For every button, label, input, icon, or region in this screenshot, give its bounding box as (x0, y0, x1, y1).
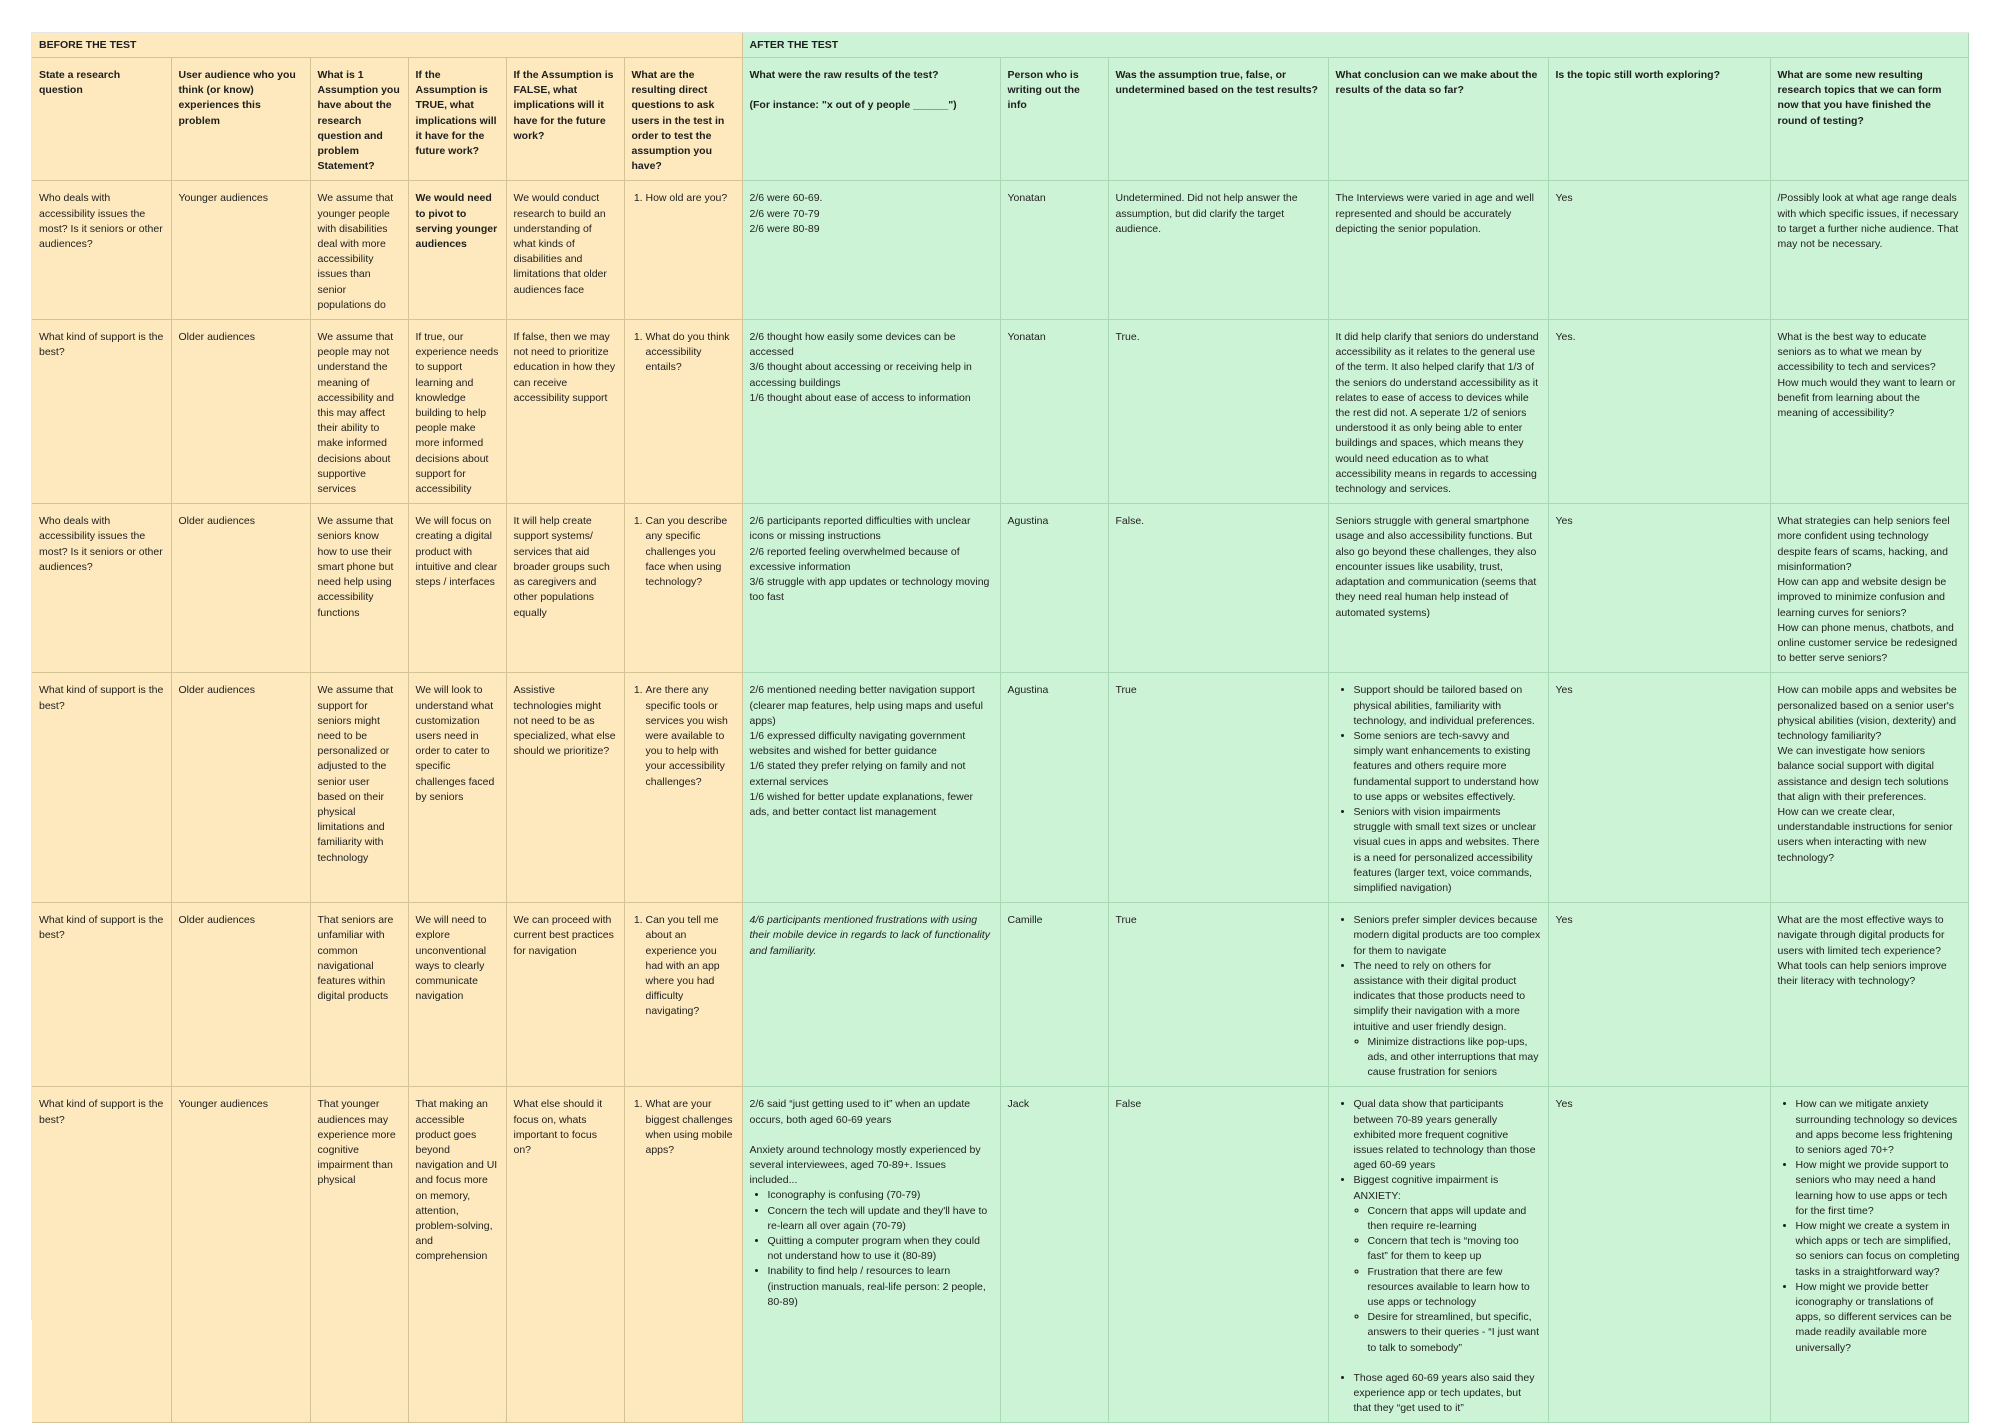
if-true-cell: We will focus on creating a digital product with intuitive and clear steps / interfaces (408, 504, 506, 673)
list-item: • How might we provide better iconography or translations of apps, so different services can be made readily available more universally? (1796, 1280, 1961, 1356)
topic-line: How can phone menus, chatbots, and online customer service be redesigned to better serve seniors? (1777, 621, 1958, 665)
new-topics-cell (1770, 1087, 1968, 1423)
test-question-cell (624, 903, 742, 1087)
table-row (32, 673, 1968, 903)
list-item: • How might we provide support to seniors who may need a hand learning how to use apps or tech for the first time? (1796, 1158, 1961, 1219)
topic-line: What strategies can help seniors feel more confident using technology despite fears of scams, hacking, and misinformation? (1777, 515, 1950, 573)
audience-cell: Older audiences (171, 903, 310, 1087)
worth-exploring-cell: Yes (1548, 504, 1770, 673)
test-question-cell (624, 504, 742, 673)
new-topics-cell (1770, 903, 1968, 1087)
topic-line: How can app and website design be improved to minimize confusion and learning curves for seniors? (1777, 576, 1947, 619)
raw-results-cell (742, 673, 1000, 903)
header-raw-results-title: What were the raw results of the test? (749, 69, 939, 81)
table-row (32, 320, 1968, 504)
list-item: 1. Can you describe any specific challenges you face when using technology? (646, 514, 735, 590)
header-research-question: State a research question (32, 58, 171, 181)
worth-exploring-cell: Yes. (1548, 320, 1770, 504)
list-item: 1. What do you think accessibility entails? (646, 330, 735, 376)
if-true-cell: We will need to explore unconventional ways to clearly communicate navigation (408, 903, 506, 1087)
header-conclusion: What conclusion can we make about the results of the data so far? (1328, 58, 1548, 181)
after-section-label: AFTER THE TEST (742, 33, 1968, 58)
assumption-cell: We assume that people may not understand the meaning of accessibility and this may affect their ability to make informed decisions about supportive services (310, 320, 408, 504)
list-item: 1. Are there any specific tools or services you wish were available to you to help with your accessibility challenges? (646, 683, 735, 789)
raw-line: Anxiety around technology mostly experienced by several interviewees, aged 70-89+. Issues included... (749, 1143, 981, 1187)
header-new-topics: What are some new resulting research topics that we can form now that you have finished the round of testing? (1770, 58, 1968, 181)
research-question-cell: Who deals with accessibility issues the most? Is it seniors or other audiences? (32, 181, 171, 320)
list-item: • Those aged 60-69 years also said they experience app or tech updates, but that they “get used to it” (1354, 1371, 1541, 1417)
person-cell: Yonatan (1000, 320, 1108, 504)
list-item (1354, 1173, 1541, 1355)
list-item: ◦ Concern that apps will update and then require re-learning (1368, 1204, 1541, 1234)
audience-cell: Older audiences (171, 320, 310, 504)
column-header-row (32, 58, 1968, 181)
research-question-cell: Who deals with accessibility issues the most? Is it seniors or other audiences? (32, 504, 171, 673)
verdict-cell: True (1108, 903, 1328, 1087)
if-true-cell: We would need to pivot to serving younger audiences (408, 181, 506, 320)
worth-exploring-cell: Yes (1548, 1087, 1770, 1423)
raw-results-cell (742, 320, 1000, 504)
header-if-true: If the Assumption is TRUE, what implications will it have for the future work? (408, 58, 506, 181)
worth-exploring-cell: Yes (1548, 673, 1770, 903)
assumption-cell: We assume that seniors know how to use their smart phone but need help using accessibility functions (310, 504, 408, 673)
test-question-cell (624, 320, 742, 504)
if-true-cell: If true, our experience needs to support learning and knowledge building to help people make more informed decisions about support for accessibility (408, 320, 506, 504)
list-item: • Qual data show that participants between 70-89 years generally exhibited more frequent cognitive issues related to technology than those aged 60-69 years (1354, 1097, 1541, 1173)
research-question-cell: What kind of support is the best? (32, 1087, 171, 1423)
test-question-cell (624, 1087, 742, 1423)
list-item: 1. Can you tell me about an experience you had with an app where you had difficulty navigating? (646, 913, 735, 1019)
assumption-cell: That younger audiences may experience more cognitive impairment than physical (310, 1087, 408, 1423)
new-topics-cell (1770, 504, 1968, 673)
if-false-cell: We can proceed with current best practices for navigation (506, 903, 624, 1087)
list-item: • Some seniors are tech-savvy and simply want enhancements to existing features and others require more fundamental support to understand how to use apps or websites effectively. (1354, 729, 1541, 805)
header-worth-exploring: Is the topic still worth exploring? (1548, 58, 1770, 181)
raw-results-cell: 4/6 participants mentioned frustrations with using their mobile device in regards to lack of functionality and familiarity. (742, 903, 1000, 1087)
section-header-row (32, 33, 1968, 58)
topic-line: How can we create clear, understandable instructions for senior users when interacting with new technology? (1777, 805, 1953, 864)
table-row (32, 1087, 1968, 1423)
raw-line: 3/6 struggle with app updates or technology moving too fast (749, 576, 990, 604)
list-item: • Quitting a computer program when they could not understand how to use it (80-89) (768, 1234, 993, 1264)
conclusion-cell (1328, 903, 1548, 1087)
assumption-cell: We assume that support for seniors might need to be personalized or adjusted to the senior user based on their physical limitations and familiarity with technology (310, 673, 408, 903)
raw-line: 1/6 expressed difficulty navigating government websites and wished for better guidance (749, 729, 966, 758)
new-topics-cell (1770, 673, 1968, 903)
conclusion-cell: It did help clarify that seniors do understand accessibility as it relates to the general use of the term. It also helped clarify that 1/3 of the seniors do understand accessibility as it relates to ease of access to devices while the rest did not. A seperate 1/2 of seniors understood it as only being able to enter buildings and spaces, which means they would need education as to what accessibility means in regards to accessing technology and services. (1328, 320, 1548, 504)
header-verdict: Was the assumption true, false, or undetermined based on the test results? (1108, 58, 1328, 181)
raw-results-cell (742, 1087, 1000, 1423)
if-false-cell: If false, then we may not need to prioritize education in how they can receive accessibility support (506, 320, 624, 504)
conclusion-cell (1328, 1087, 1548, 1423)
raw-results-cell (742, 181, 1000, 320)
assumption-test-table (32, 33, 1969, 1423)
audience-cell: Older audiences (171, 504, 310, 673)
list-item: ◦ Concern that tech is “moving too fast” for them to keep up (1368, 1234, 1541, 1264)
raw-line: 2/6 said “just getting used to it” when an update occurs, both aged 60-69 years (749, 1098, 971, 1126)
header-person: Person who is writing out the info (1000, 58, 1108, 181)
new-topics-cell: /Possibly look at what age range deals with which specific issues, if necessary to target a further niche audience. That may not be necessary. (1770, 181, 1968, 320)
list-item: ◦ Desire for streamlined, but specific, answers to their queries - “I just want to talk to somebody” (1368, 1310, 1541, 1356)
list-item: • Inability to find help / resources to learn (instruction manuals, real-life person: 2 people, 80-89) (768, 1264, 993, 1310)
verdict-cell: True (1108, 673, 1328, 903)
raw-line: 2/6 participants reported difficulties with unclear icons or missing instructions (749, 515, 971, 543)
list-item: 1. What are your biggest challenges when using mobile apps? (646, 1097, 735, 1158)
research-board (32, 33, 1968, 1415)
table-row (32, 181, 1968, 320)
conclusion-cell (1328, 673, 1548, 903)
assumption-cell: That seniors are unfamiliar with common navigational features within digital products (310, 903, 408, 1087)
header-raw-results (742, 58, 1000, 181)
audience-cell: Younger audiences (171, 1087, 310, 1423)
raw-line: 1/6 stated they prefer relying on family and not external services (749, 760, 966, 788)
raw-line: 2/6 reported feeling overwhelmed because of excessive information (749, 545, 960, 573)
assumption-cell: We assume that younger people with disabilities deal with more accessibility issues than senior populations do (310, 181, 408, 320)
person-cell: Agustina (1000, 673, 1108, 903)
table-row (32, 504, 1968, 673)
research-question-cell: What kind of support is the best? (32, 673, 171, 903)
verdict-cell: False (1108, 1087, 1328, 1423)
research-question-cell: What kind of support is the best? (32, 320, 171, 504)
topic-line: We can investigate how seniors balance social support with digital assistance and design tech solutions that align with their preferences. (1777, 745, 1949, 803)
before-section-label: BEFORE THE TEST (32, 33, 742, 58)
worth-exploring-cell: Yes (1548, 181, 1770, 320)
topic-line: How can mobile apps and websites be personalized based on a senior user's physical abilities (vision, dexterity) and technology familiarity? (1777, 684, 1957, 742)
raw-line: 2/6 were 80-89 (749, 222, 820, 235)
topic-line: What are the most effective ways to navigate through digital products for users with limited tech experience? (1777, 914, 1945, 957)
test-question-cell (624, 673, 742, 903)
person-cell: Jack (1000, 1087, 1108, 1423)
header-if-false: If the Assumption is FALSE, what implications will it have for the future work? (506, 58, 624, 181)
if-false-cell: We would conduct research to build an understanding of what kinds of disabilities and limitations that older audiences face (506, 181, 624, 320)
list-item: • Seniors with vision impairments struggle with small text sizes or unclear visual cues in apps and websites. There is a need for personalized accessibility features (larger text, voice commands, simplified navigation) (1354, 805, 1541, 896)
raw-results-cell (742, 504, 1000, 673)
person-cell: Yonatan (1000, 181, 1108, 320)
person-cell: Camille (1000, 903, 1108, 1087)
if-true-cell: We will look to understand what customization users need in order to cater to specific challenges faced by seniors (408, 673, 506, 903)
verdict-cell: True. (1108, 320, 1328, 504)
if-true-cell: That making an accessible product goes beyond navigation and UI and focus more on memory, attention, problem-solving, and comprehension (408, 1087, 506, 1423)
topic-line: What is the best way to educate seniors as to what we mean by accessibility to tech and services? (1777, 331, 1936, 374)
raw-line: 2/6 mentioned needing better navigation support (clearer map features, help using maps and useful apps) (749, 684, 983, 727)
audience-cell: Older audiences (171, 673, 310, 903)
test-question-cell (624, 181, 742, 320)
list-item: • How might we create a system in which apps or tech are simplified, so seniors can focus on completing tasks in a straightforward way? (1796, 1219, 1961, 1280)
list-item: ◦ Minimize distractions like pop-ups, ads, and other interruptions that may cause frustration for seniors (1368, 1035, 1541, 1081)
if-false-cell: What else should it focus on, whats important to focus on? (506, 1087, 624, 1423)
if-false-cell: Assistive technologies might not need to be as specialized, what else should we prioritize? (506, 673, 624, 903)
header-raw-results-example: (For instance: "x out of y people ______") (749, 99, 957, 112)
person-cell: Agustina (1000, 504, 1108, 673)
conclusion-cell: Seniors struggle with general smartphone usage and also accessibility functions. But also go beyond these challenges, they also encounter issues like usability, trust, adaptation and communication (seems that they need real human help instead of automated systems) (1328, 504, 1548, 673)
list-item: • Seniors prefer simpler devices because modern digital products are too complex for them to navigate (1354, 913, 1541, 959)
raw-line: 2/6 were 70-79 (749, 207, 820, 220)
new-topics-cell (1770, 320, 1968, 504)
list-item (1354, 959, 1541, 1081)
table-row (32, 903, 1968, 1087)
raw-line: 1/6 wished for better update explanations, fewer ads, and better contact list management (749, 790, 974, 818)
list-item: ◦ Frustration that there are few resources available to learn how to use apps or technology (1368, 1265, 1541, 1311)
header-user-audience: User audience who you think (or know) experiences this problem (171, 58, 310, 181)
raw-line: 2/6 thought how easily some devices can be accessed (749, 331, 956, 359)
list-item-text: The need to rely on others for assistance with their digital product indicates that those products need to simplify their navigation with a more intuitive and user friendly design. (1353, 959, 1526, 1033)
raw-line: 1/6 thought about ease of access to information (749, 391, 971, 404)
list-item: • Concern the tech will update and they'll have to re-learn all over again (70-79) (768, 1204, 993, 1234)
list-item: • Support should be tailored based on physical abilities, familiarity with technology, and individual preferences. (1354, 683, 1541, 729)
raw-line: 3/6 thought about accessing or receiving help in accessing buildings (749, 361, 972, 389)
list-item: • How can we mitigate anxiety surrounding technology so devices and apps become less frightening to seniors aged 70+? (1796, 1097, 1961, 1158)
raw-line: 2/6 were 60-69. (749, 192, 823, 205)
list-item: • Iconography is confusing (70-79) (768, 1188, 993, 1203)
verdict-cell: False. (1108, 504, 1328, 673)
list-item: 1. How old are you? (646, 191, 735, 206)
conclusion-cell: The Interviews were varied in age and well represented and should be accurately depicting the senior population. (1328, 181, 1548, 320)
research-question-cell: What kind of support is the best? (32, 903, 171, 1087)
header-assumption: What is 1 Assumption you have about the research question and problem Statement? (310, 58, 408, 181)
if-false-cell: It will help create support systems/ services that aid broader groups such as caregivers and other populations equally (506, 504, 624, 673)
topic-line: What tools can help seniors improve their literacy with technology? (1777, 959, 1947, 987)
verdict-cell: Undetermined. Did not help answer the assumption, but did clarify the target audience. (1108, 181, 1328, 320)
audience-cell: Younger audiences (171, 181, 310, 320)
list-item-text: Biggest cognitive impairment is ANXIETY: (1353, 1174, 1499, 1202)
worth-exploring-cell: Yes (1548, 903, 1770, 1087)
header-test-questions: What are the resulting direct questions to ask users in the test in order to test the assumption you have? (624, 58, 742, 181)
topic-line: How much would they want to learn or benefit from learning about the meaning of accessibility? (1777, 376, 1956, 420)
